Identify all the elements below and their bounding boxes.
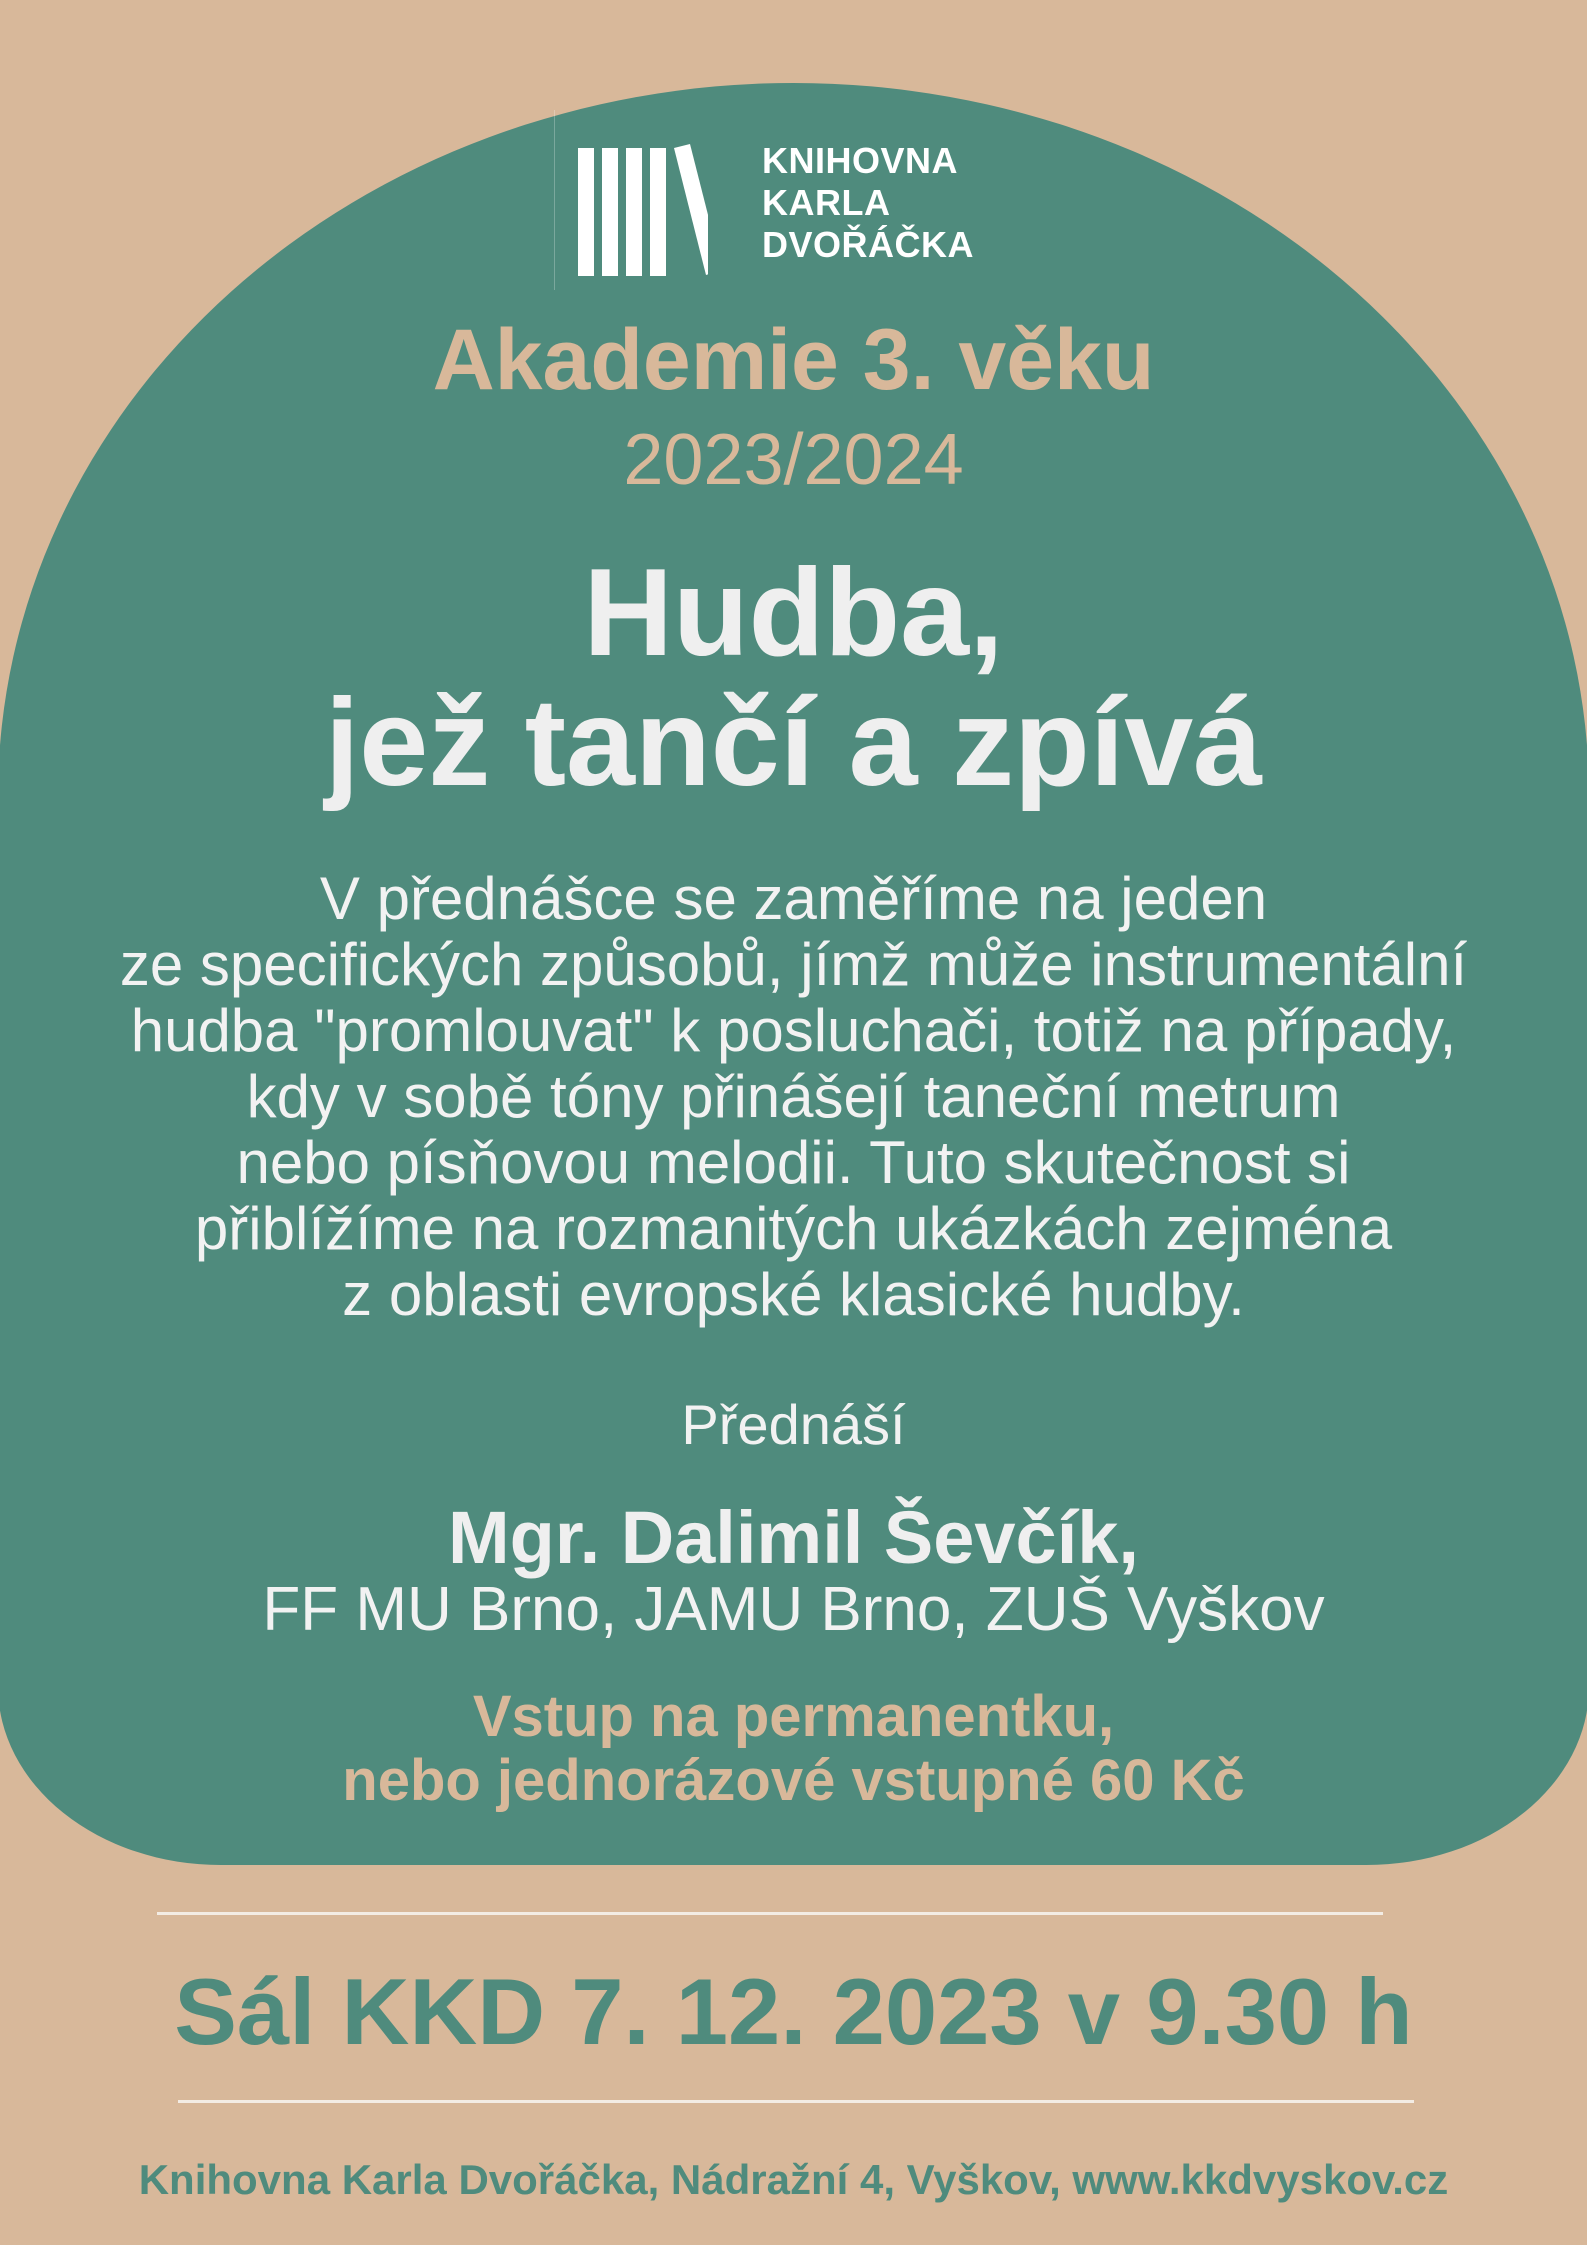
logo-divider — [554, 110, 555, 290]
logo-line: KARLA — [762, 182, 891, 223]
description-line: kdy v sobě tóny přinášejí taneční metrum — [246, 1063, 1341, 1130]
entry-fee — [0, 1685, 1587, 1813]
divider-top — [157, 1912, 1383, 1915]
logo-wordmark — [762, 140, 974, 266]
library-logo — [554, 110, 1004, 290]
logo-line: KNIHOVNA — [762, 140, 959, 181]
series-year: 2023/2024 — [623, 420, 964, 500]
entry-line: Vstup na permanentku, — [472, 1684, 1115, 1749]
divider-bottom — [178, 2100, 1414, 2103]
entry-line: nebo jednorázové vstupné 60 Kč — [342, 1748, 1245, 1813]
lecture-description — [0, 866, 1587, 1328]
series-title: Akademie 3. věku — [432, 312, 1155, 408]
description-line: z oblasti evropské klasické hudby. — [342, 1261, 1245, 1328]
lecturer-affiliation: FF MU Brno, JAMU Brno, ZUŠ Vyškov — [262, 1575, 1325, 1644]
description-line: ze specifických způsobů, jímž může instrumentální — [119, 931, 1468, 998]
description-line: přiblížíme na rozmanitých ukázkách zejména — [194, 1195, 1393, 1262]
logo-line: DVOŘÁČKA — [762, 224, 975, 265]
books-logo-icon — [578, 138, 708, 278]
lecturer-label: Přednáší — [681, 1393, 906, 1456]
lecturer-name: Mgr. Dalimil Ševčík, — [448, 1496, 1139, 1579]
description-line: nebo písňovou melodii. Tuto skutečnost si — [236, 1129, 1351, 1196]
description-line: V přednášce se zaměříme na jeden — [319, 865, 1268, 932]
event-date-venue: Sál KKD 7. 12. 2023 v 9.30 h — [174, 1959, 1413, 2064]
lecture-title-line: jež tančí a zpívá — [324, 674, 1263, 812]
lecture-title — [0, 544, 1587, 812]
lecture-title-line: Hudba, — [583, 544, 1004, 682]
footer-address: Knihovna Karla Dvořáčka, Nádražní 4, Vyškov, www.kkdvyskov.cz — [138, 2156, 1449, 2203]
description-line: hudba "promlouvat" k posluchači, totiž na případy, — [130, 997, 1457, 1064]
